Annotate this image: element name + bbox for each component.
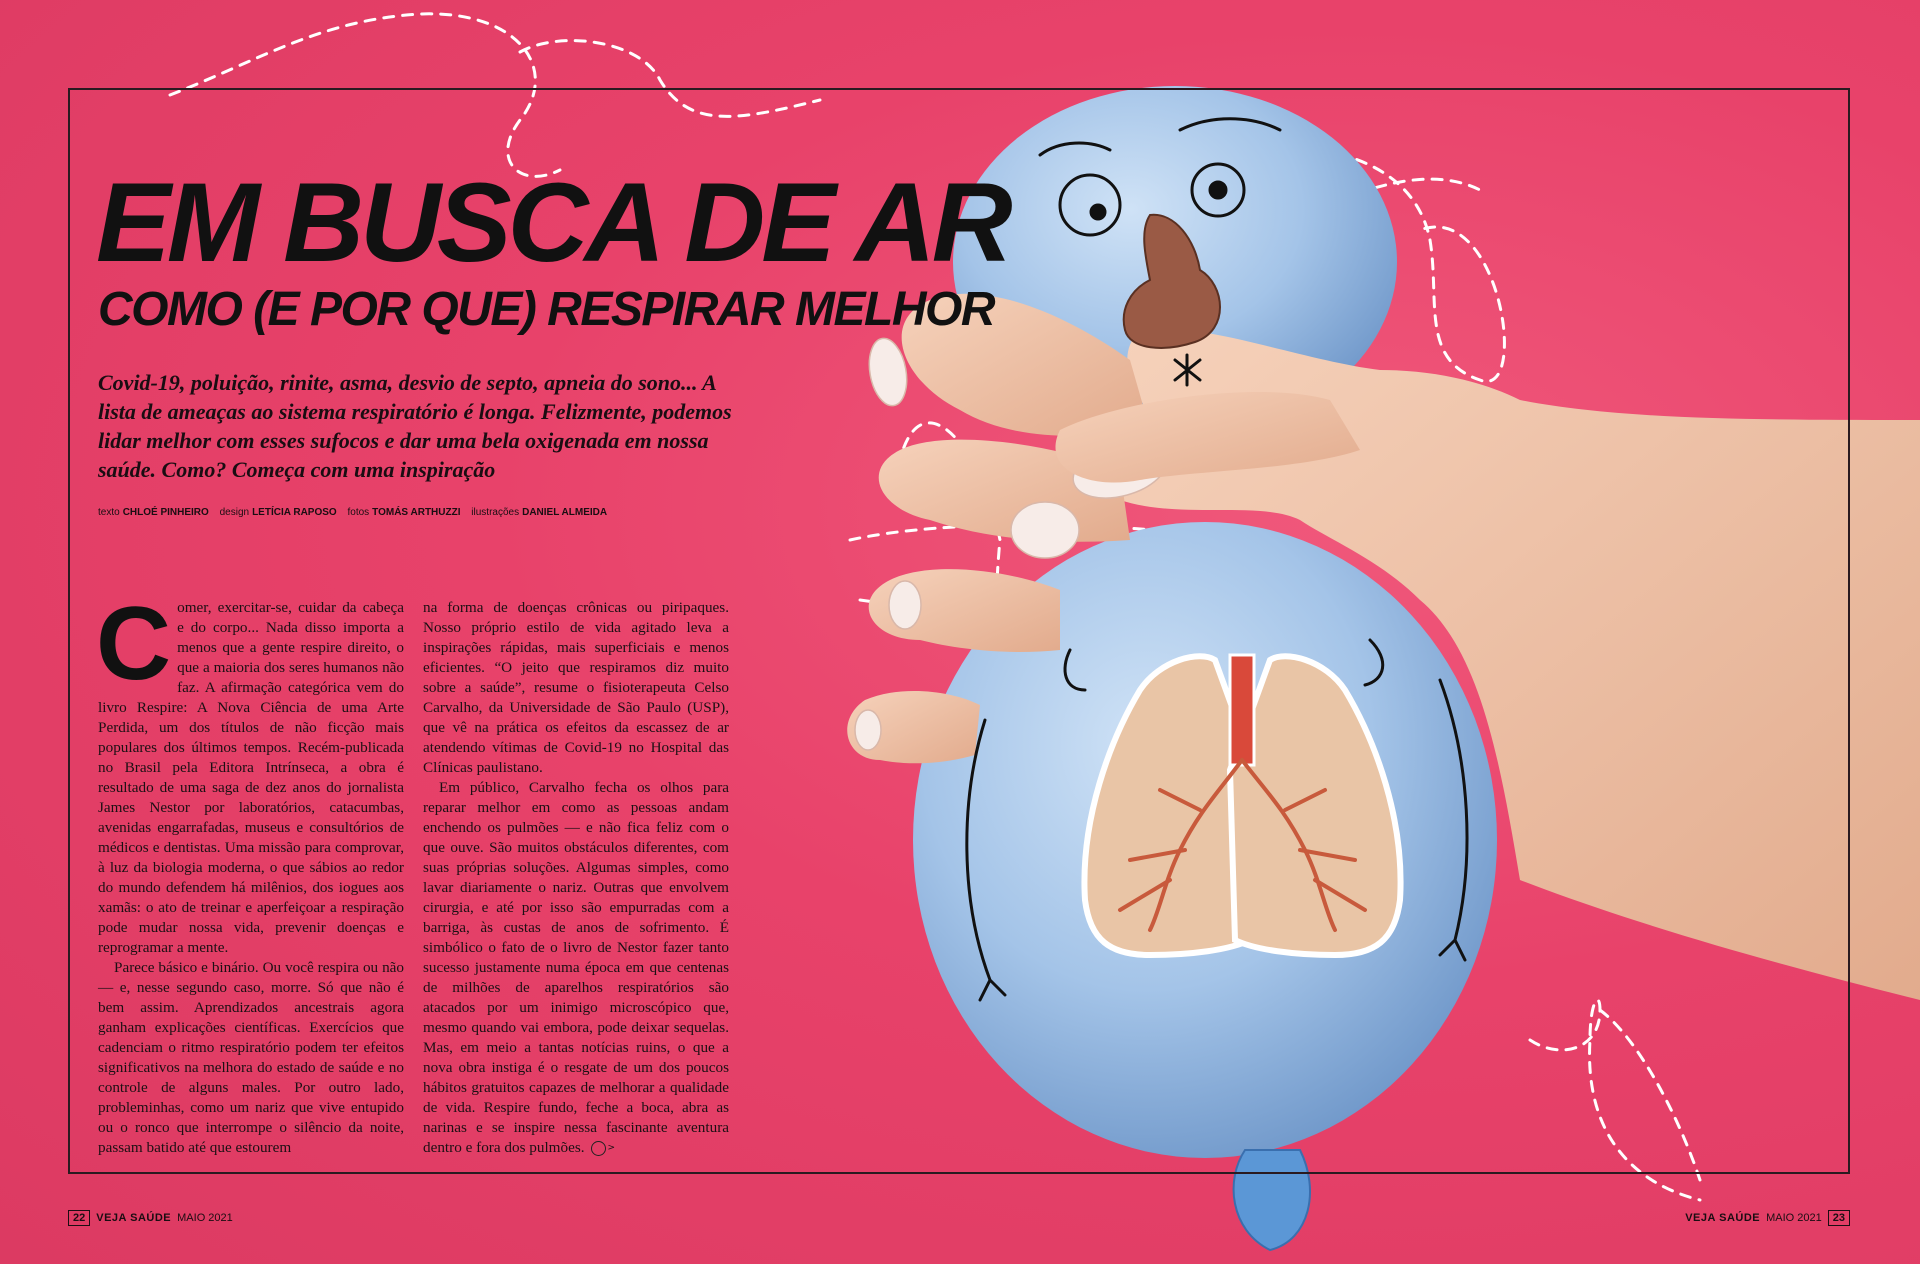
- page-number: 23: [1828, 1210, 1850, 1226]
- body-paragraph: Parece básico e binário. Ou você respira ou não — e, nesse segundo caso, morre. Só que não é bem assim. Aprendizados ancestrais agora ganham explicações científicas. Exercícios que cadenciam o ritmo respiratório podem ter efeitos significativos na melhora do estado de saúde e no controle de alguns males. Por outro lado, probleminhas, como um nariz que vive entupido ou o ronco que interrompe o silêncio da noite, passam batido até que estourem: [98, 959, 404, 1156]
- article-subtitle: COMO (E POR QUE) RESPIRAR MELHOR: [98, 283, 995, 336]
- issue-date: MAIO 2021: [1766, 1212, 1822, 1224]
- credit-role: design: [219, 507, 250, 518]
- body-column-1: [96, 586, 404, 1158]
- article-lede: Covid-19, poluição, rinite, asma, desvio de septo, apneia do sono... A lista de ameaças ao sistema respiratório é longa. Felizmente, podemos lidar melhor com esses sufocos e dar uma bela oxigenada em nossa saúde. Como? Começa com uma inspiração: [98, 370, 732, 482]
- body-paragraph: na forma de doenças crônicas ou piripaques. Nosso próprio estilo de vida agitado leva a inspirações rápidas, mais superficiais e menos eficientes. “O jeito que respiramos diz muito sobre a saúde”, resume o fisioterapeuta Celso Carvalho, da Universidade de São Paulo (USP), que vê na prática os efeitos da escassez de ar atendendo vítimas de Covid-19 no Hospital das Clínicas paulistano.: [423, 599, 729, 776]
- article-title: EM BUSCA DE AR: [96, 160, 1009, 285]
- credit-name: TOMÁS ARTHUZZI: [372, 507, 461, 518]
- drop-cap: C: [96, 586, 172, 702]
- page-number: 22: [68, 1210, 90, 1226]
- body-column-2: [423, 598, 729, 1158]
- magazine-name: VEJA SAÚDE: [96, 1212, 172, 1224]
- folio-right: [1685, 1210, 1850, 1226]
- issue-date: MAIO 2021: [177, 1212, 233, 1224]
- credit-name: CHLOÉ PINHEIRO: [122, 507, 209, 518]
- body-paragraph: [423, 778, 729, 1158]
- paragraph-text: omer, exercitar-se, cuidar da cabeça e do corpo... Nada disso importa a menos que a gente respire direito, o que a maioria dos seres humanos não faz. A afirmação categórica vem do livro Respire: A Nova Ciência de uma Arte Perdida, um dos títulos de não ficção mais populares dos últimos tempos. Recém-publicada no Brasil pela Editora Intrínseca, a obra é resultado de uma saga de dez anos do jornalista James Nestor por laboratórios, catacumbas, avenidas engarrafadas, museus e consultórios de médicos e dentistas. Uma missão para comprovar, à luz da biologia moderna, o que sábios ao redor do mundo defendem há milênios, dos iogues aos xamãs: o ato de treinar e aperfeiçoar a respiração pode mudar nossa vida, prevenir doenças e reprogramar a mente.: [98, 599, 404, 956]
- continue-arrow-icon: >: [591, 1141, 606, 1156]
- folio-left: [68, 1210, 233, 1226]
- magazine-name: VEJA SAÚDE: [1685, 1212, 1761, 1224]
- credit-name: DANIEL ALMEIDA: [522, 507, 608, 518]
- credit-role: texto: [98, 507, 120, 518]
- credit-role: fotos: [347, 507, 370, 518]
- credit-role: ilustrações: [471, 507, 520, 518]
- paragraph-text: Em público, Carvalho fecha os olhos para reparar melhor em como as pessoas andam enchendo os pulmões — e não fica feliz com o que ouve. São muitos obstáculos diferentes, com suas próprias soluções. Algumas simples, como lavar diariamente o nariz. Outras que envolvem cirurgia, e até por isso são empurradas com a barriga, às custas de anos de sofrimento. É simbólico o fato de o livro de Nestor fazer tanto sucesso justamente numa época em que centenas de milhões de aparelhos respiratórios são atacados por um inimigo microscópico que, mesmo quando vai embora, pode deixar sequelas. Mas, em meio a tantas notícias ruins, o que a nova obra instiga é o resgate de um dos poucos hábitos gratuitos capazes de melhorar a qualidade de vida. Respire fundo, feche a boca, abra as narinas e se inspire nessa fascinante aventura dentro e fora dos pulmões.: [423, 779, 729, 1156]
- article-credits: [98, 507, 738, 518]
- body-paragraph: [96, 586, 404, 958]
- credit-name: LETÍCIA RAPOSO: [252, 507, 337, 518]
